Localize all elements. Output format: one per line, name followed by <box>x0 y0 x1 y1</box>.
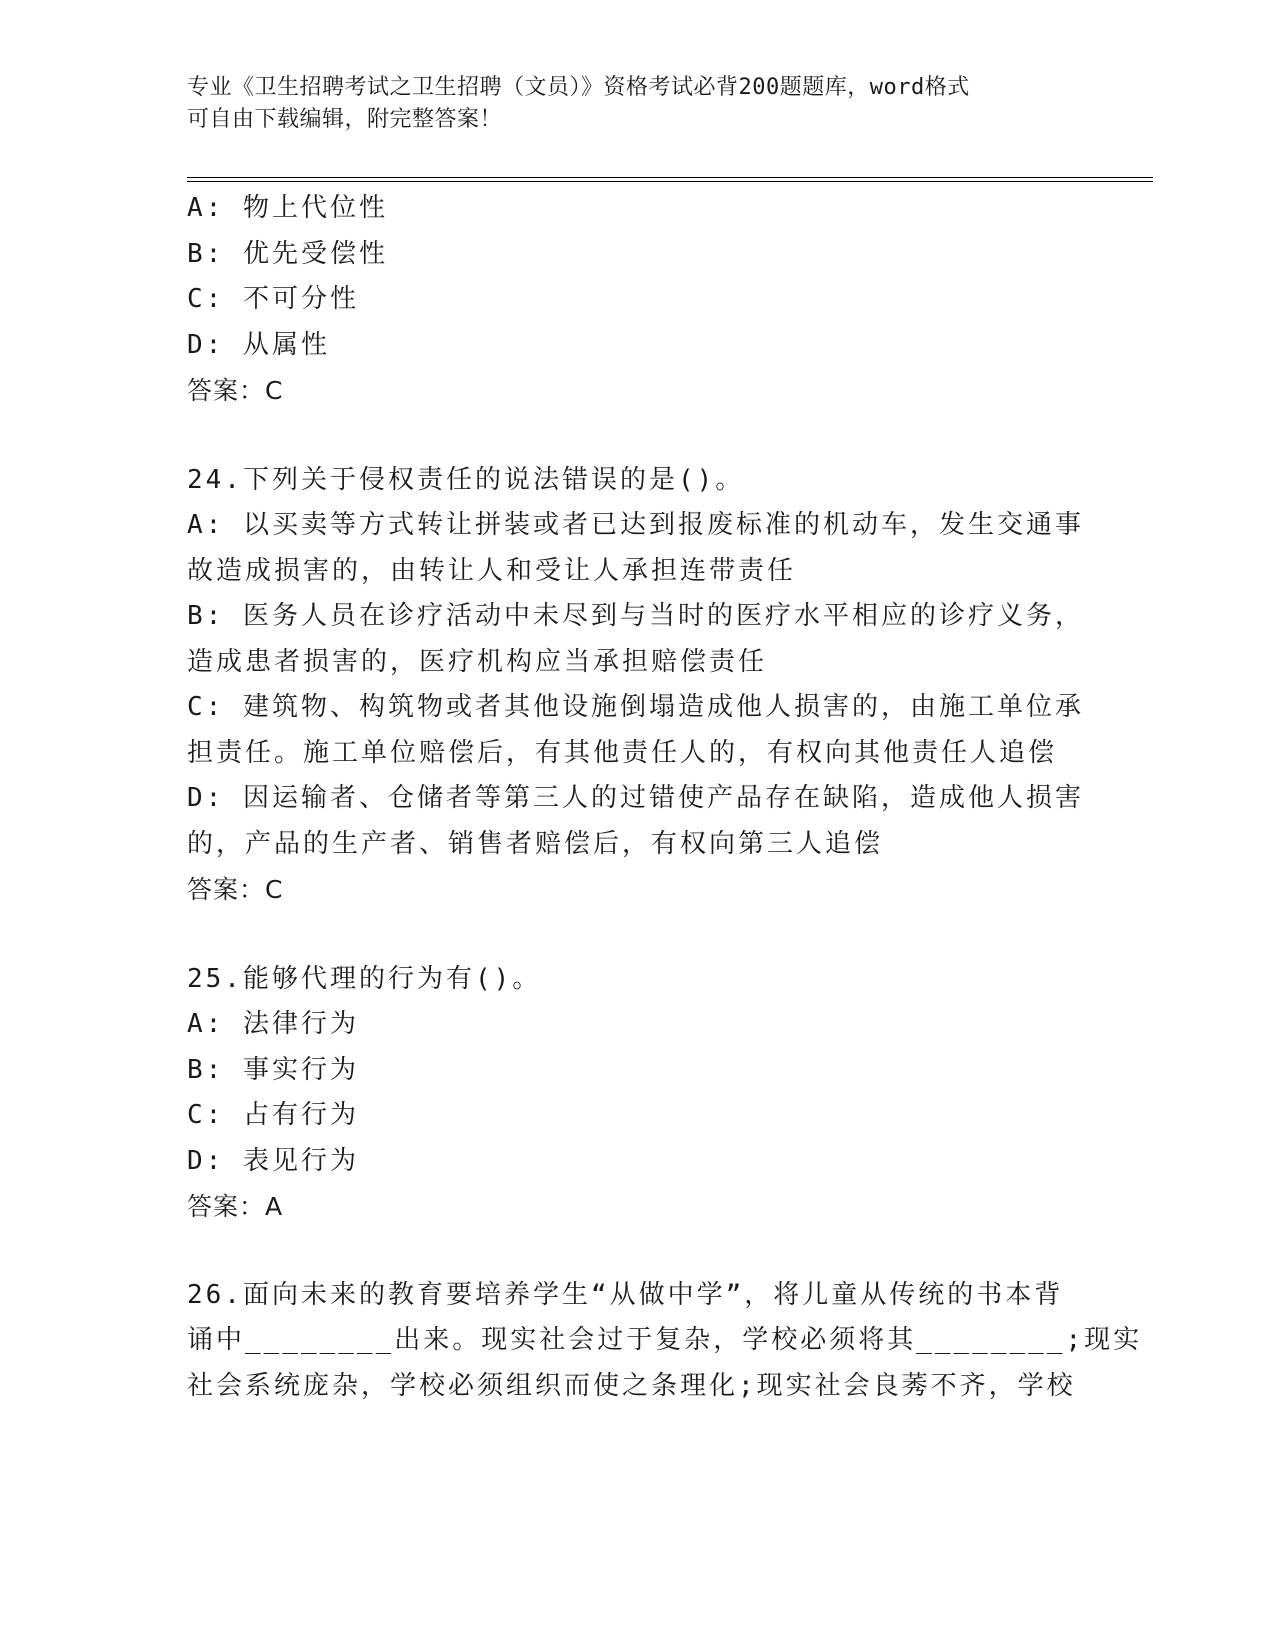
question-content <box>187 186 1143 1409</box>
option-d: D: 从属性 <box>187 329 330 360</box>
option-d-line-2: 的，产品的生产者、销售者赔偿后，有权向第三人追偿 <box>187 828 884 859</box>
spacer <box>187 1230 1087 1273</box>
option-b: B: 事实行为 <box>187 1054 359 1085</box>
question-26 <box>187 1273 1143 1410</box>
option-a-line-1: A: 以买卖等方式转让拼装或者已达到报废标准的机动车，发生交通事 <box>187 510 1084 540</box>
question-stem: 24.下列关于侵权责任的说法错误的是()。 <box>187 464 745 495</box>
question-24 <box>187 458 1087 913</box>
question-stem: 25.能够代理的行为有()。 <box>187 963 542 994</box>
answer-line: 答案：A <box>187 1192 284 1221</box>
answer-line: 答案：C <box>187 875 284 904</box>
option-a: A: 物上代位性 <box>187 193 388 223</box>
option-c: C: 不可分性 <box>187 284 359 314</box>
question-stem-line-2: 诵中________出来。现实社会过于复杂，学校必须将其________;现实 <box>187 1325 1143 1355</box>
option-c-line-2: 担责任。施工单位赔偿后，有其他责任人的，有权向其他责任人追偿 <box>187 737 1058 768</box>
option-d-line-1: D: 因运输者、仓储者等第三人的过错使产品存在缺陷，造成他人损害 <box>187 783 1084 813</box>
option-b-line-1: B: 医务人员在诊疗活动中未尽到与当时的医疗水平相应的诊疗义务， <box>187 601 1084 631</box>
header-divider-bottom <box>187 181 1153 182</box>
document-header <box>187 72 1067 136</box>
question-stem-line-3: 社会系统庞杂，学校必须组织而使之条理化;现实社会良莠不齐，学校 <box>187 1370 1076 1401</box>
option-d: D: 表见行为 <box>187 1145 359 1176</box>
header-line-2: 可自由下载编辑，附完整答案！ <box>187 107 503 132</box>
option-b: B: 优先受偿性 <box>187 238 388 269</box>
header-line-1: 专业《卫生招聘考试之卫生招聘（文员）》资格考试必背200题题库，word格式 <box>187 75 970 100</box>
answer-line: 答案：C <box>187 376 284 405</box>
option-a: A: 法律行为 <box>187 1009 359 1039</box>
question-stem-line-1: 26.面向未来的教育要培养学生“从做中学”，将儿童从传统的书本背 <box>187 1279 1064 1310</box>
question-23 <box>187 186 1087 414</box>
header-divider-top <box>187 177 1153 178</box>
spacer <box>187 913 1087 957</box>
option-c-line-1: C: 建筑物、构筑物或者其他设施倒塌造成他人损害的，由施工单位承 <box>187 692 1084 722</box>
question-25 <box>187 957 1087 1230</box>
option-a-line-2: 故造成损害的，由转让人和受让人承担连带责任 <box>187 555 797 586</box>
spacer <box>187 414 1087 458</box>
option-c: C: 占有行为 <box>187 1100 359 1130</box>
option-b-line-2: 造成患者损害的，医疗机构应当承担赔偿责任 <box>187 646 768 677</box>
